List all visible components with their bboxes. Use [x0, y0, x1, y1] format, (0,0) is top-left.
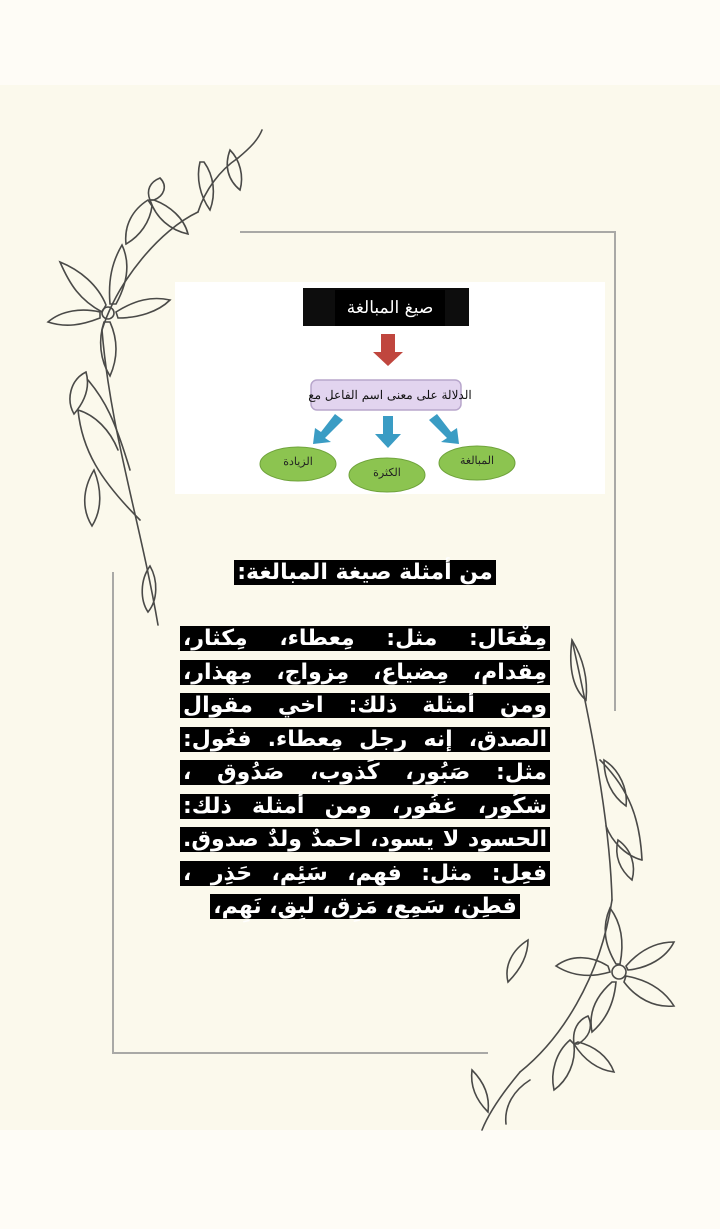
blue-arrow-right-icon	[429, 414, 459, 444]
diagram-title	[175, 290, 605, 340]
examples-body-text: مِفْعَال: مثل: مِعطاء، مِكثار، مِقدام، مِضياع، مِزواج، مِهذار، ومن أمثلة ذلك: اخي مقوال الصدق، إنه رجل مِعطاء. فعُول: مثل: صَبُور، كَذوب، صَدُوق ، شكُور، غفُور، ومن أمثلة ذلك: الحسود لا يسود، احمدٌ ولدٌ صدوق. فعِل: مثل: فهم، سَئِم، حَذِر ، فطِن، سَمِع، مَزِق، لبِق، نَهِم،	[180, 626, 550, 919]
branch-label-ziyada: الزيادة	[283, 455, 313, 468]
examples-body	[180, 622, 550, 924]
blue-arrow-center-icon	[375, 416, 401, 448]
branch-label-mubalagha: المبالغة	[460, 454, 494, 467]
blue-arrow-left-icon	[313, 414, 343, 444]
stem-right-main	[572, 640, 612, 900]
examples-heading	[200, 556, 530, 590]
diagram-subtitle: الدلالة على معنى اسم الفاعل مع	[308, 388, 472, 402]
examples-heading-text: من أمثلة صيغة المبالغة:	[234, 560, 495, 585]
branch-label-kathra: الكثرة	[373, 466, 401, 479]
diagram-title-text: صيغ المبالغة	[335, 290, 446, 326]
